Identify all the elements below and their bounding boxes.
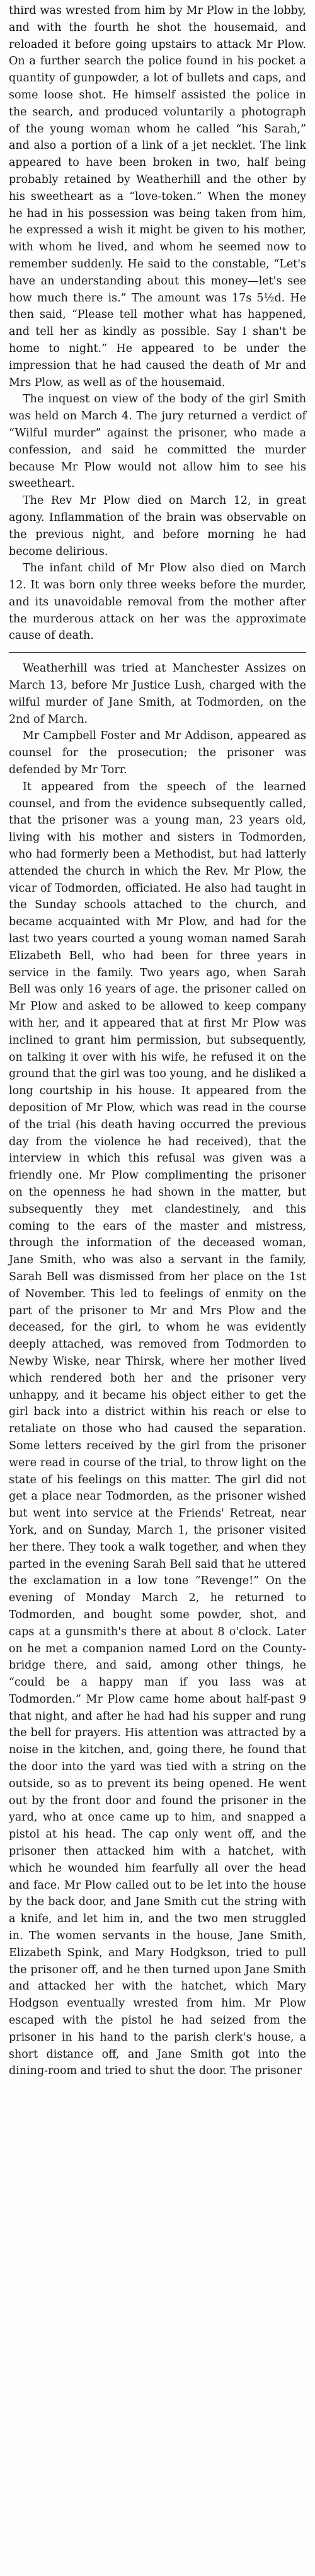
article-column xyxy=(9,3,306,2080)
paragraph-evidence: It appeared from the speech of the learned counsel, and from the evidence subsequently called, that the prisoner was a young man, 23 years old, living with his mother and sisters in Todmorden, who had formerly been a Methodist, but had latterly attended the church in which the Rev. Mr Plow, the vicar of Todmorden, officiated. He also had taught in the Sunday schools attached to the church, and became acquainted with Mr Plow, and had for the last two years courted a young woman named Sarah Elizabeth Bell, who had been for three years in service in the family. Two years ago, when Sarah Bell was only 16 years of age. the prisoner called on Mr Plow and asked to be allowed to keep company with her, and it appeared that at first Mr Plow was inclined to grant him permission, but subsequently, on talking it over with his wife, he refused it on the ground that the girl was too young, and he disliked a long courtship in his house. It appeared from the deposition of Mr Plow, which was read in the course of the trial (his death having occurred the previous day from the violence he had received), that the interview in which this refusal was given was a friendly one. Mr Plow complimenting the prisoner on the openness he had shown in the matter, but subsequently they met clandestinely, and this coming to the ears of the master and mistress, through the information of the deceased woman, Jane Smith, who was also a servant in the family, Sarah Bell was dismissed from her place on the 1st of November. This led to feelings of enmity on the part of the prisoner to Mr and Mrs Plow and the deceased, for the girl, to whom he was evidently deeply attached, was removed from Todmorden to Newby Wiske, near Thirsk, where her mother lived which rendered both her and the prisoner very unhappy, and it became his object either to get the girl back into a district within his reach or else to retaliate on those who had caused the separation. Some letters received by the girl from the prisoner were read in course of the trial, to throw light on the state of his feelings on this matter. The girl did not get a place near Todmorden, as the prisoner wished but went into service at the Friends' Retreat, near York, and on Sunday, March 1, the prisoner visited her there. They took a walk together, and when they parted in the evening Sarah Bell said that he uttered the exclamation in a low tone “Revenge!” On the evening of Monday March 2, he returned to Todmorden, and bought some powder, shot, and caps at a gunsmith's there at about 8 o'clock. Later on he met a companion named Lord on the County-bridge there, and said, among other things, he “could be a happy man if you lass was at Todmorden.” Mr Plow came home about half-past 9 that night, and after he had had his supper and rung the bell for prayers. His attention was attracted by a noise in the kitchen, and, going there, he found that the door into the yard was tied with a string on the outside, so as to prevent its being opened. He went out by the front door and found the prisoner in the yard, who at once came up to him, and snapped a pistol at his head. The cap only went off, and the prisoner then attacked him with a hatchet, with which he wounded him fearfully all over the head and face. Mr Plow called out to be let into the house by the back door, and Jane Smith cut the string with a knife, and let him in, and the two men struggled in. The women servants in the house, Jane Smith, Elizabeth Spink, and Mary Hodgkson, tried to pull the prisoner off, and he then turned upon Jane Smith and attacked her with the hatchet, which Mary Hodgson eventually wrested from him. Mr Plow escaped with the pistol he had seized from the prisoner in his hand to the parish clerk's house, a short distance off, and Jane Smith got into the dining-room and tried to shut the door. The prisoner xyxy=(9,780,306,2078)
paragraph-counsel: Mr Campbell Foster and Mr Addison, appeared as counsel for the prosecution; the prisoner was defended by Mr Torr. xyxy=(9,730,306,777)
paragraph-infant-death: The infant child of Mr Plow also died on March 12. It was born only three weeks before the murder, and its unavoidable removal from the mother after the murderous attack on her was the approximate cause of death. xyxy=(9,562,306,643)
paragraph-plow-death: The Rev Mr Plow died on March 12, in great agony. Inflammation of the brain was observable on the previous night, and before morning he had become delirious. xyxy=(9,494,306,558)
paragraph-inquest: The inquest on view of the body of the girl Smith was held on March 4. The jury returned a verdict of “Wilful murder” against the prisoner, who made a confession, and said he committed the murder because Mr Plow would not allow him to see his sweetheart. xyxy=(9,393,306,491)
section-divider xyxy=(9,652,306,653)
paragraph-arrest-search: third was wrested from him by Mr Plow in the lobby, and with the fourth he shot the housemaid, and reloaded it before going upstairs to attack Mr Plow. On a further search the police found in his pocket a quantity of gunpowder, a lot of bullets and caps, and some loose shot. He himself assisted the police in the search, and produced voluntarily a photograph of the young woman whom he called “his Sarah,” and also a portion of a link of a jet necklet. The link appeared to have been broken in two, half being probably retained by Weatherhill and the other by his sweetheart as a “love-token.” When the money he had in his possession was being taken from him, he expressed a wish it might be given to his mother, with whom he lived, and whom he seemed now to remember suddenly. He said to the constable, “Let's have an understanding about this money—let's see how much there is.” The amount was 17s 5½d. He then said, “Please tell mother what has happened, and tell her as kindly as possible. Say I shan't be home to night.” He appeared to be under the impression that he had caused the death of Mr and Mrs Plow, as well as of the housemaid. xyxy=(9,4,306,389)
paragraph-trial: Weatherhill was tried at Manchester Assizes on March 13, before Mr Justice Lush, charged with the wilful murder of Jane Smith, at Todmorden, on the 2nd of March. xyxy=(9,662,306,726)
